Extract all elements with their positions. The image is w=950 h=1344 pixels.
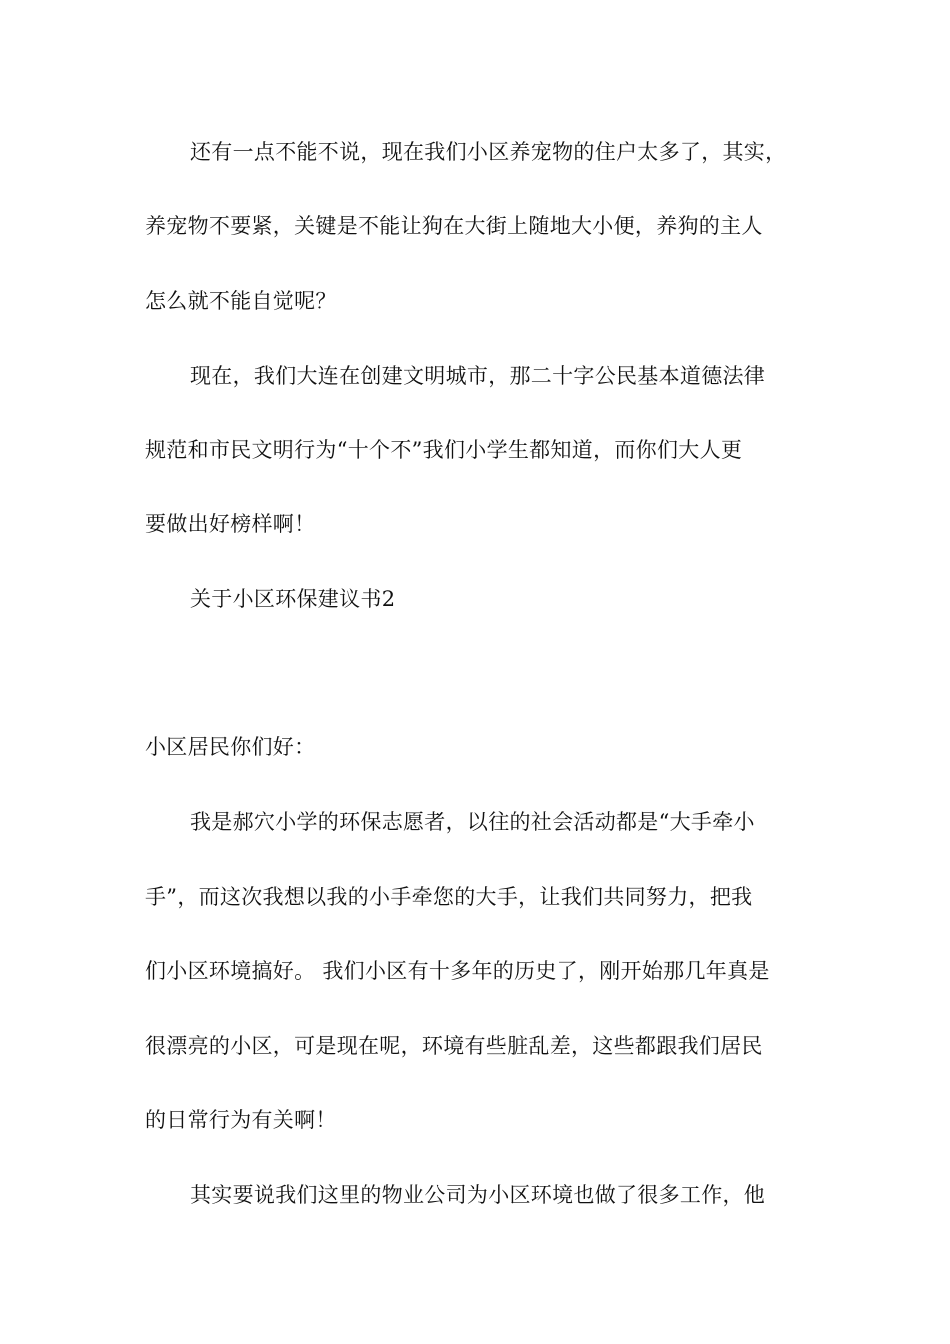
- section-heading: 关于小区环保建议书2: [190, 587, 396, 611]
- paragraph-3-line-1: 我是郝穴小学的环保志愿者，以往的社会活动都是“大手牵小: [190, 810, 755, 834]
- paragraph-2-line-2: 规范和市民文明行为“十个不”我们小学生都知道，而你们大人更: [145, 438, 743, 462]
- paragraph-3-line-3: 们小区环境搞好。 我们小区有十多年的历史了，刚开始那几年真是: [145, 959, 770, 983]
- paragraph-1-line-3: 怎么就不能自觉呢？: [145, 289, 337, 313]
- paragraph-3-line-2: 手”，而这次我想以我的小手牵您的大手，让我们共同努力，把我: [145, 885, 753, 909]
- paragraph-4-line-1: 其实要说我们这里的物业公司为小区环境也做了很多工作，他: [190, 1183, 766, 1207]
- paragraph-1-line-1: 还有一点不能不说，现在我们小区养宠物的住户太多了，其实，: [190, 140, 787, 164]
- salutation: 小区居民你们好：: [145, 735, 316, 759]
- paragraph-3-line-5: 的日常行为有关啊！: [145, 1108, 337, 1132]
- paragraph-3-line-4: 很漂亮的小区，可是现在呢，环境有些脏乱差，这些都跟我们居民: [145, 1034, 763, 1058]
- paragraph-2-line-1: 现在，我们大连在创建文明城市，那二十字公民基本道德法律: [190, 364, 766, 388]
- paragraph-1-line-2: 养宠物不要紧，关键是不能让狗在大街上随地大小便，养狗的主人: [145, 214, 763, 238]
- paragraph-2-line-3: 要做出好榜样啊！: [145, 512, 316, 536]
